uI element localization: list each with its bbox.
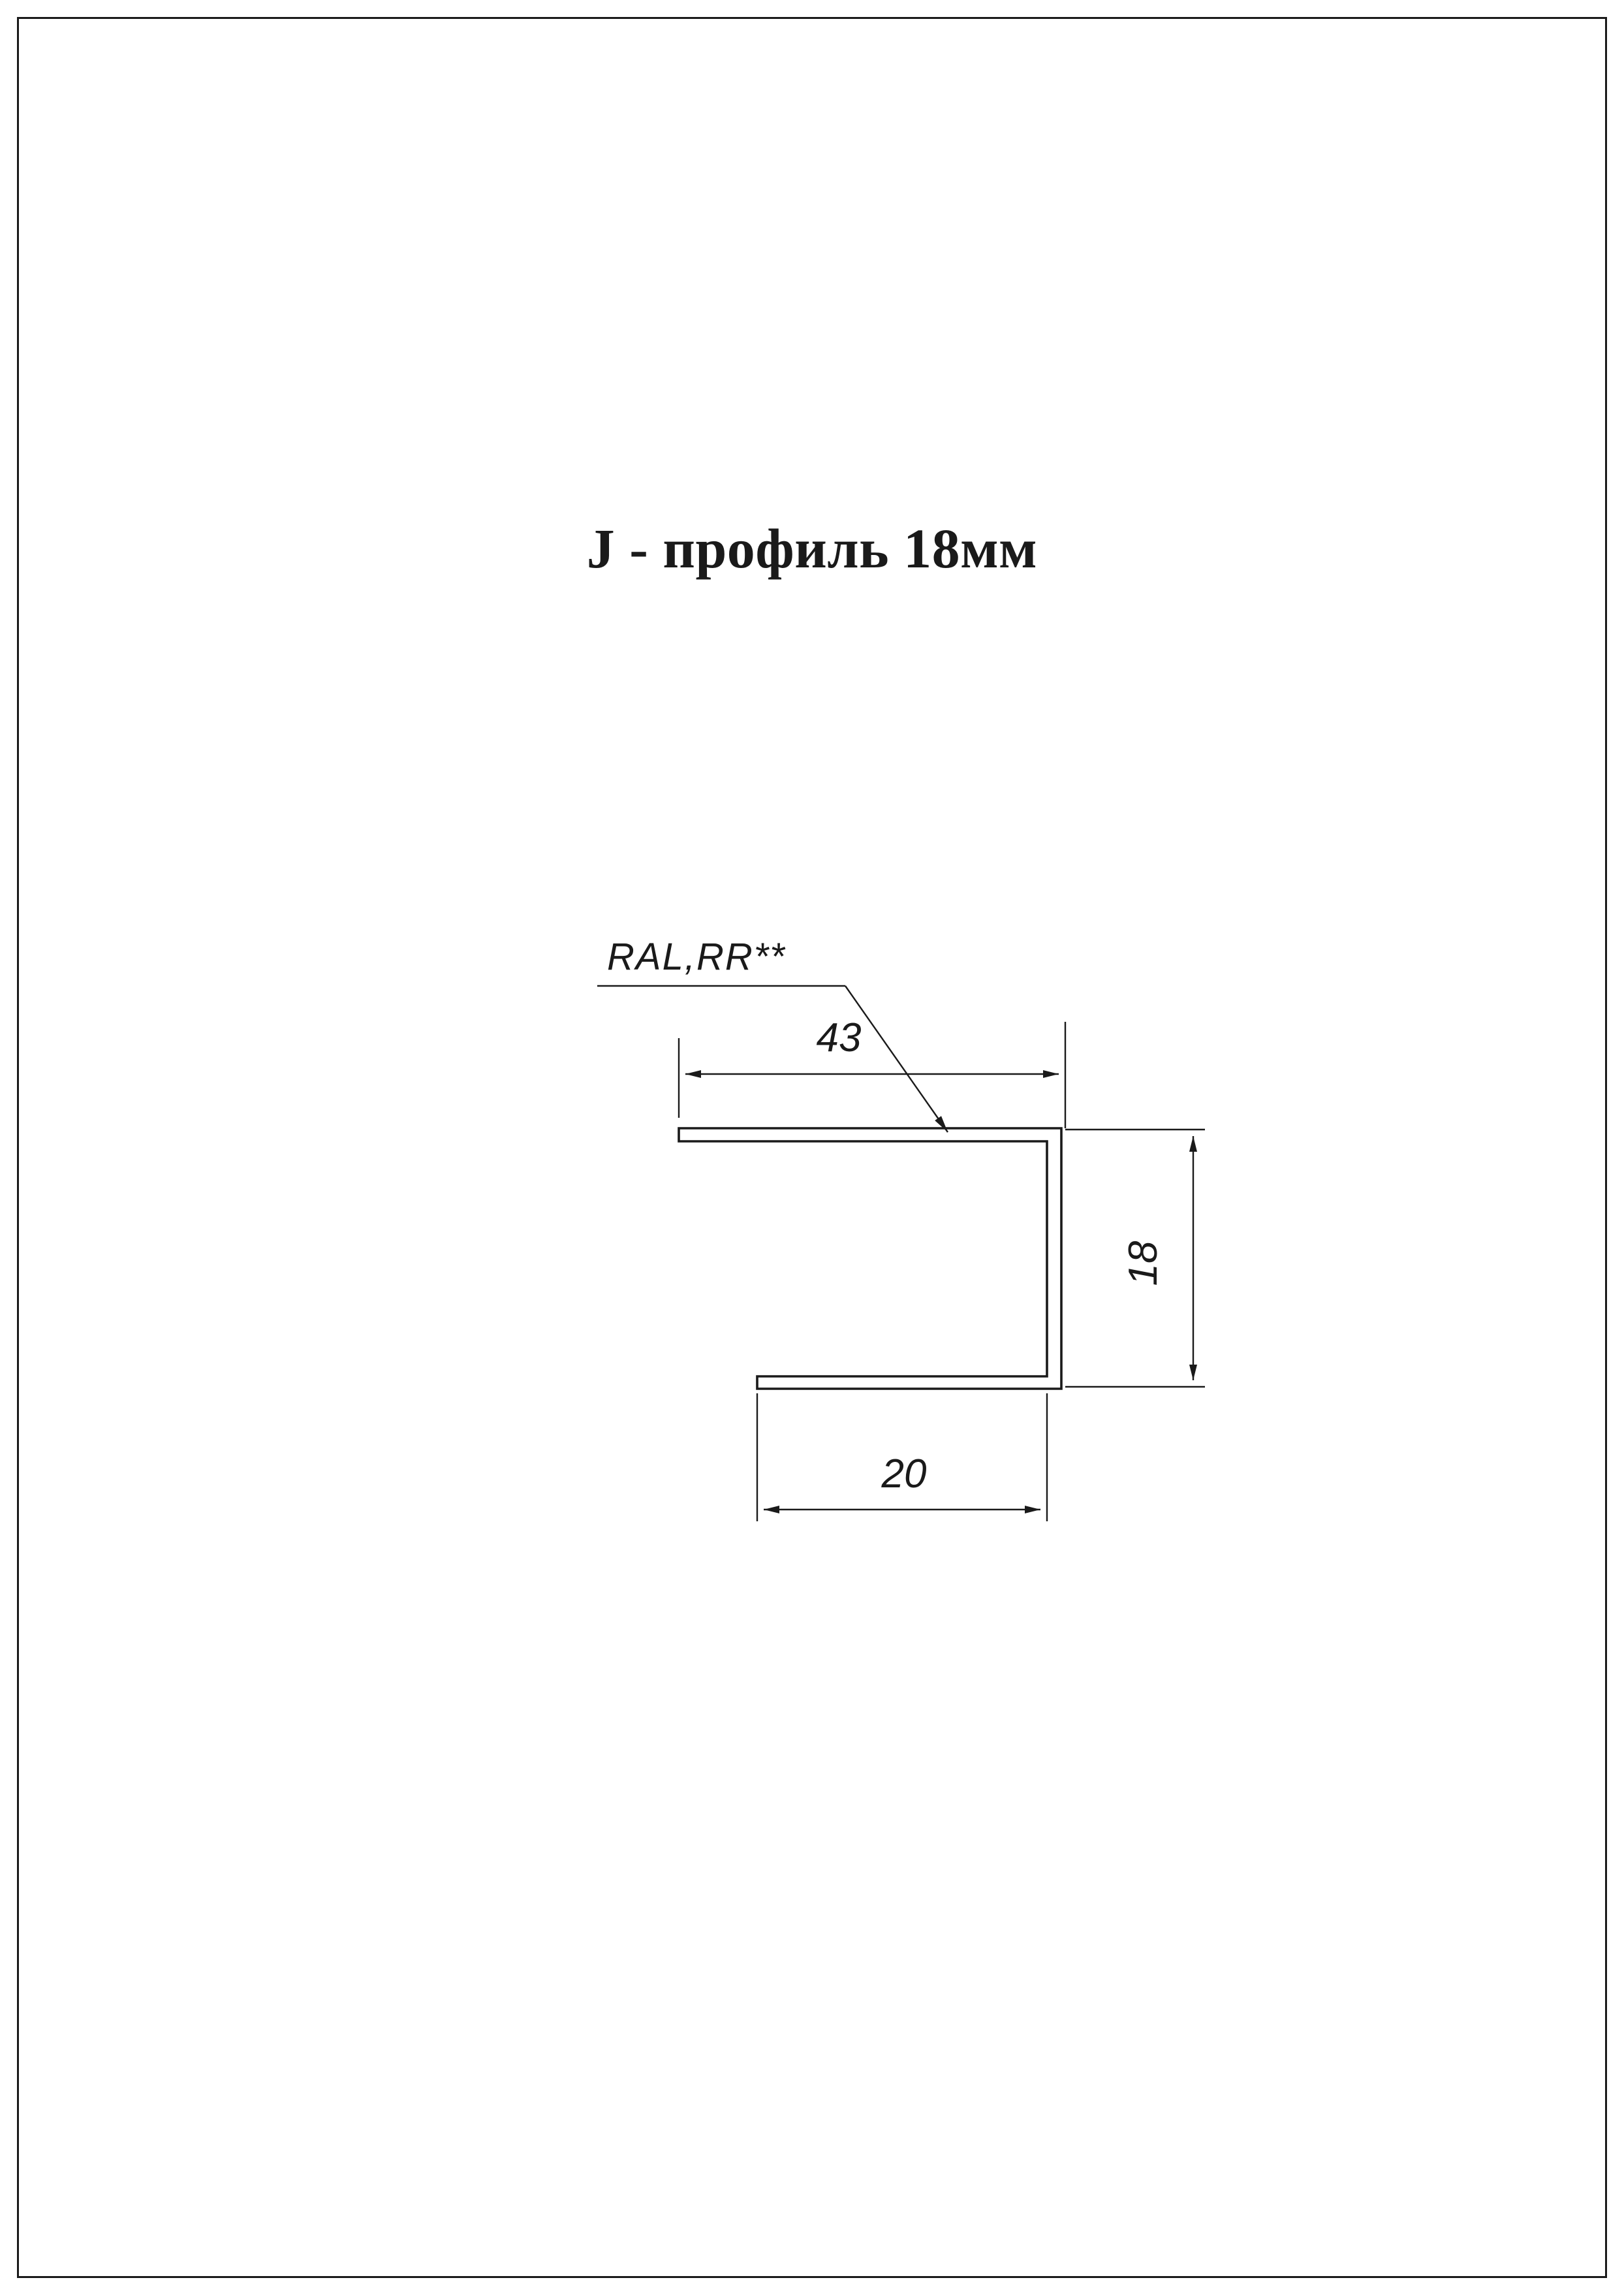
profile-outline [679, 1128, 1061, 1389]
dimension-height-18 [1065, 1130, 1205, 1387]
page-title: J - профиль 18мм [586, 517, 1038, 580]
material-note-leader [597, 936, 948, 1132]
dimension-label-18: 18 [1121, 1241, 1166, 1286]
material-note-label: RAL,RR** [607, 936, 786, 978]
dimension-bottom-20 [757, 1393, 1047, 1521]
dimension-label-43: 43 [816, 1015, 862, 1060]
dimension-width-43 [679, 1015, 1065, 1128]
dimension-label-20: 20 [881, 1451, 927, 1496]
